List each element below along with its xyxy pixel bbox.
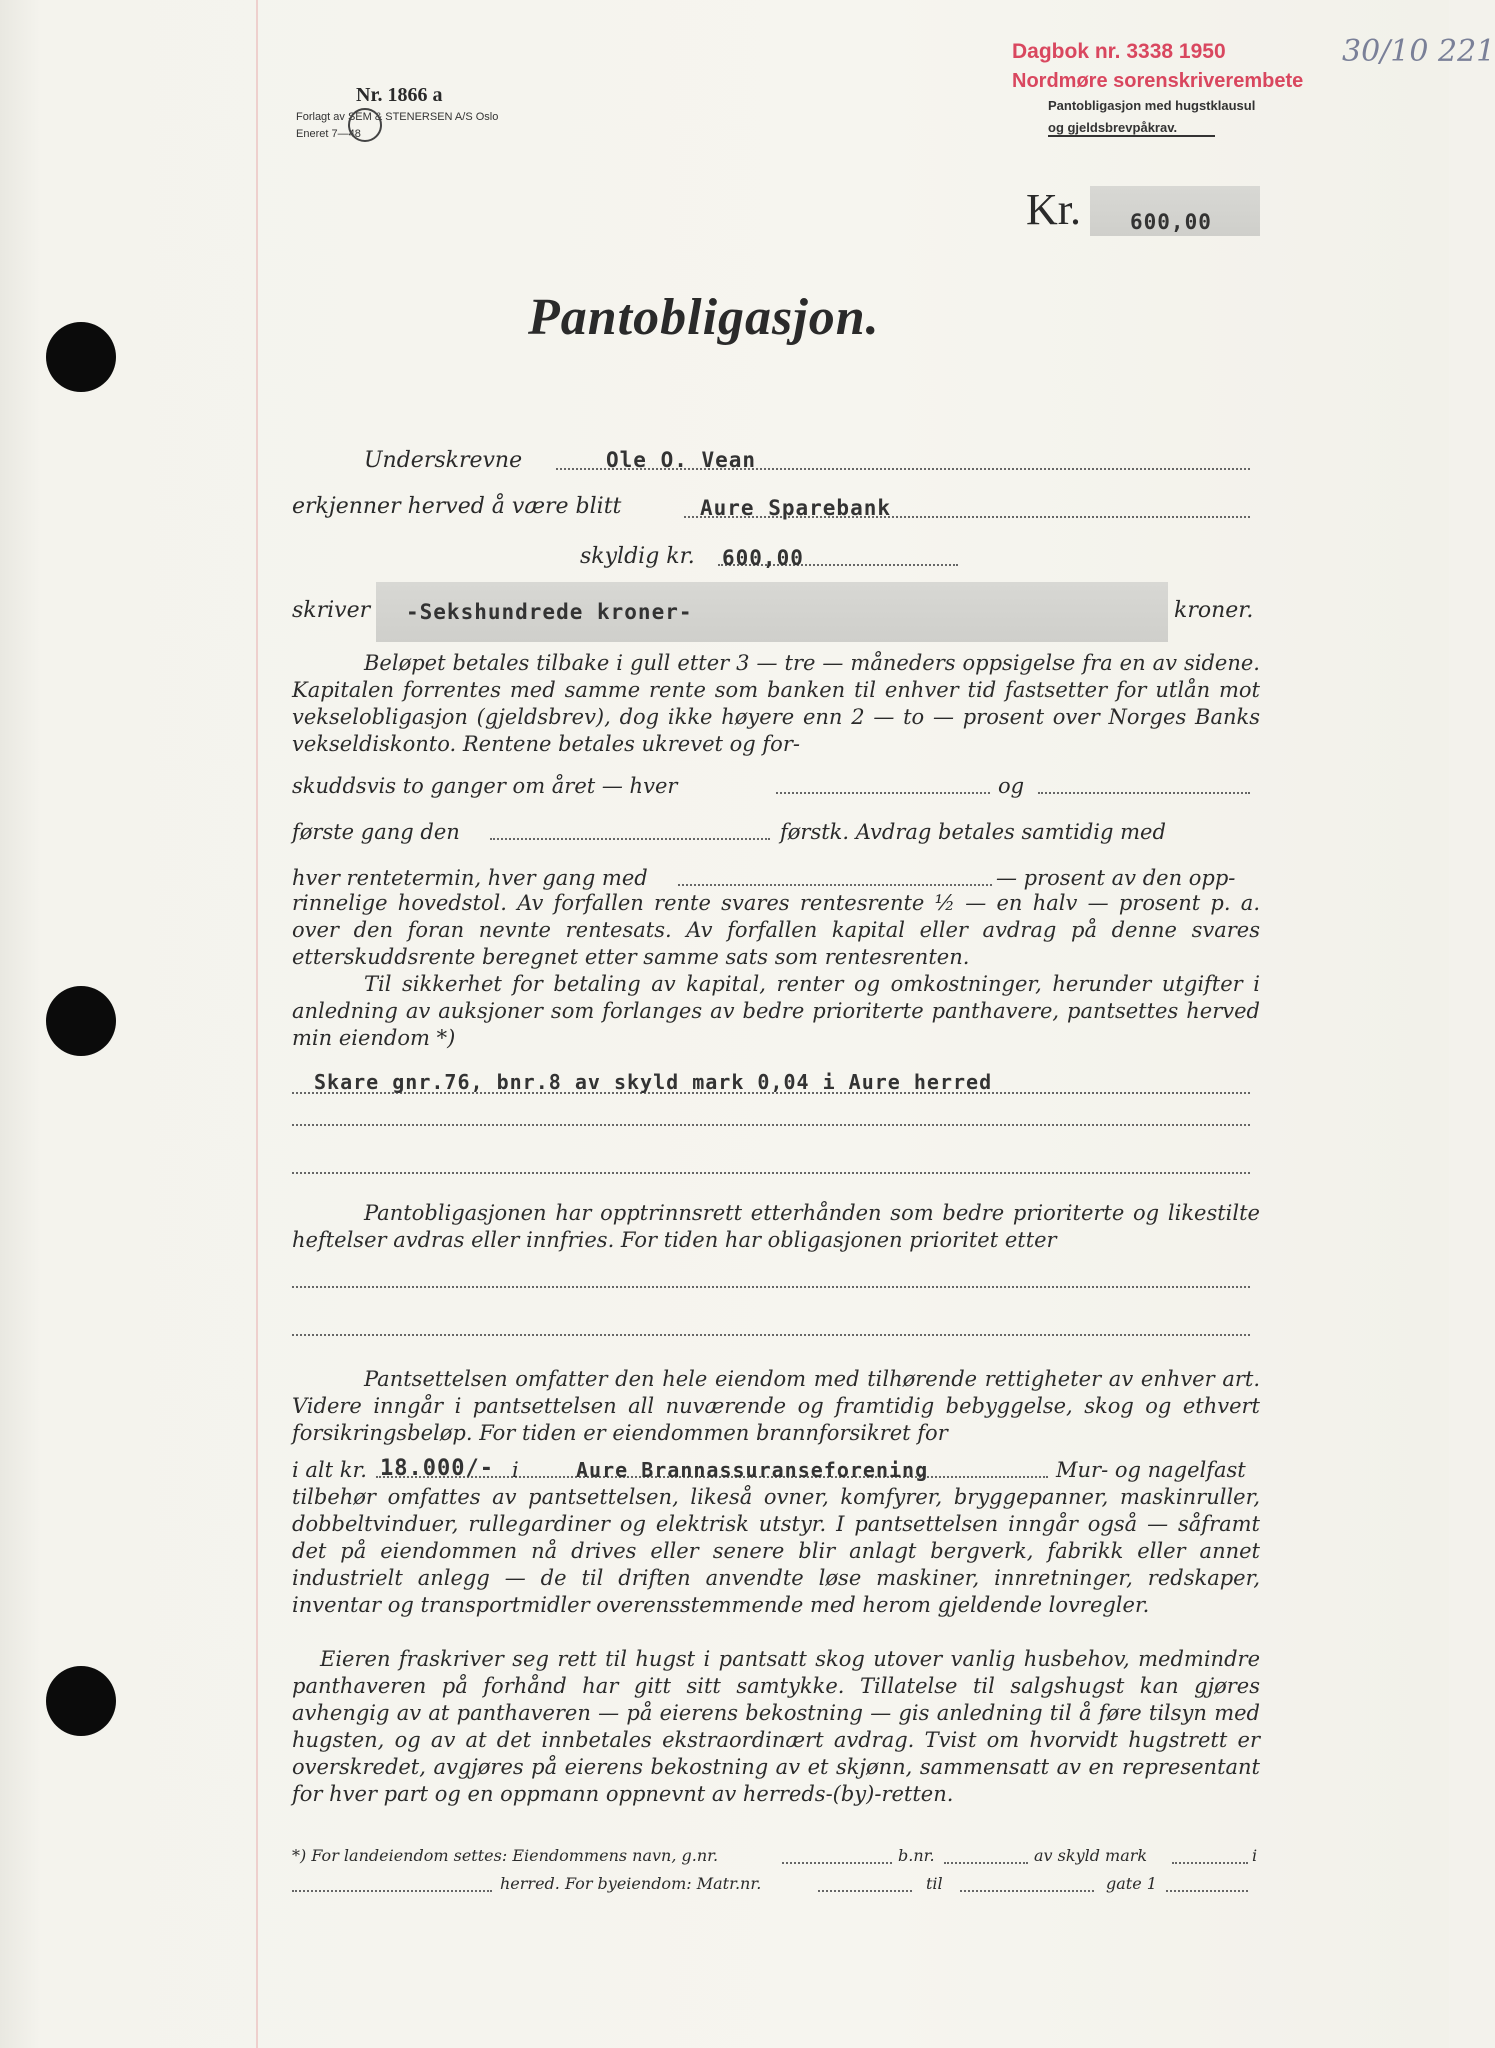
footnote-skyld-dots [1172, 1862, 1248, 1864]
footnote-gate: gate 1 [1106, 1874, 1157, 1893]
words-value: -Sekshundrede kroner- [406, 600, 693, 624]
footnote-line-2: herred. For byeiendom: Matr.nr. [500, 1874, 762, 1893]
priority-paragraph: Pantobligasjonen har opptrinnsrett etterhånden som bedre prioriterte og likestilte heftelser avdras eller innfries. For tiden har obligasjonen prioritet etter [292, 1201, 1260, 1252]
footnote-til: til [926, 1874, 943, 1893]
document-title: Pantobligasjon. [528, 289, 880, 346]
logging-paragraph: Eieren fraskriver seg rett til hugst i pantsatt skog utover vanlig husbehov, medmindre panthaveren på forhånd har gitt sitt samtykke. Tillatelse til salgshugst kan gjøres avhengig av at panthaveren — på eierens bekostning — gis anledning til å føre tilsyn med hugsten, og av at det innbetales ekstraordinært avdrag. Tvist om hvorvidt hugstrett er overskredet, avgjøres på eierens bekostning av et skjønn, sammensatt av en representant for hver part og en oppmann oppnevnt av herreds-(by)-retten. [292, 1647, 1260, 1806]
undersigned-label: Underskrevne [364, 448, 523, 473]
punch-hole-top [46, 322, 116, 392]
coverage-paragraph: Pantsettelsen omfatter den hele eiendom med tilhørende rettigheter av enhver art. Videre inngår i pantsettelsen all nuværende og framtidig bebyggelse, skog og ethvert forsikringsbeløp. For tiden er eiendommen brannforsikret for [292, 1367, 1260, 1445]
installment-text: førstk. Avdrag betales samtidig med [780, 820, 1166, 844]
priority-line-2 [292, 1334, 1250, 1336]
interest-line-1-dots-b [1038, 792, 1250, 794]
amount-value: 600,00 [1130, 210, 1212, 234]
creditor-label: erkjenner herved å være blitt [292, 494, 622, 519]
punch-hole-middle [46, 986, 116, 1056]
security-paragraph: Til sikkerhet for betaling av kapital, renter og omkostninger, herunder utgifter i anledning av auksjoner som forlanges av bedre prioriterte panthavere, pantsettes herved min eiendom *) [292, 972, 1260, 1050]
insurer-value: Aure Brannassuranseforening [576, 1458, 929, 1482]
form-number: Nr. 1866 a [356, 84, 443, 106]
words-label: skriver [292, 598, 371, 623]
first-date-label: første gang den [292, 820, 460, 844]
property-value: Skare gnr.76, bnr.8 av skyld mark 0,04 i Aure herred [314, 1070, 993, 1094]
undersigned-value: Ole O. Vean [606, 448, 757, 472]
footnote-bnr: b.nr. [898, 1846, 935, 1865]
insurance-i: i [512, 1458, 519, 1482]
amount-prefix: Kr. [1026, 185, 1081, 234]
insurance-amount: 18.000/- [380, 1456, 494, 1481]
footnote-matr-dots [818, 1890, 912, 1892]
footnote-til-dots [960, 1890, 1094, 1892]
footnote-gnr-dots [782, 1862, 892, 1864]
property-line-2 [292, 1124, 1250, 1126]
form-type-2: og gjeldsbrevpåkrav. [1048, 120, 1215, 137]
owed-value: 600,00 [722, 546, 804, 570]
footnote-line-1: *) For landeiendom settes: Eiendommens navn, g.nr. [292, 1846, 719, 1865]
insurance-suffix: Mur- og nagelfast [1056, 1458, 1246, 1482]
interest-line-1-text: skuddsvis to ganger om året — hver [292, 774, 678, 798]
handwritten-reference: 30/10 221 [1342, 34, 1495, 69]
margin-rule [256, 0, 258, 2048]
diary-stamp: Dagbok nr. 3338 1950 [1012, 40, 1226, 63]
footnote-skyld: av skyld mark [1034, 1846, 1148, 1865]
installment-percent-suffix: — prosent av den opp- [996, 866, 1236, 890]
footnote-herred-dots [292, 1890, 492, 1892]
first-date-dots [490, 838, 770, 840]
footnote-i: i [1252, 1846, 1258, 1865]
owed-label: skyldig kr. [580, 544, 695, 569]
footnote-gate-dots [1166, 1890, 1248, 1892]
court-stamp: Nordmøre sorenskriverembete [1012, 70, 1304, 92]
words-suffix: kroner. [1174, 598, 1254, 623]
creditor-value: Aure Sparebank [700, 496, 892, 520]
punch-hole-bottom [46, 1666, 116, 1736]
repayment-paragraph: Beløpet betales tilbake i gull etter 3 — tre — måneders oppsigelse fra en av sidene. Kapitalen forrentes med samme rente som banken til enhver tid fastsetter for utlån mot vekselobligasjon (gjeldsbrev), dog ikke høyere enn 2 — to — prosent over Norges Banks vekseldiskonto. Rentene betales ukrevet og for- [292, 651, 1260, 756]
publisher-line-2: Eneret 7—48 [296, 128, 361, 140]
footnote-bnr-dots [944, 1862, 1028, 1864]
priority-line-1 [292, 1286, 1250, 1288]
publisher-logo-icon [348, 108, 382, 142]
property-line-3 [292, 1172, 1250, 1174]
interest-line-1-dots-a [776, 792, 990, 794]
accessories-paragraph: tilbehør omfattes av pantsettelsen, likeså ovner, komfyrer, bryggepanner, maskinruller, dobbeltvinduer, rullegardiner og elektrisk utstyr. I pantsettelsen inngår også — såframt det på eiendommen nå drives eller senere blir anlagt bergverk, fabrikk eller annet industrielt anlegg — de til driften anvendte løse maskiner, innretninger, redskaper, inventar og transportmidler overensstemmende med herom gjeldende lovregler. [292, 1485, 1260, 1617]
installment-percent-dots [678, 884, 992, 886]
installment-percent-label: hver rentetermin, hver gang med [292, 866, 648, 890]
interest-line-1-and: og [998, 774, 1025, 798]
form-type-1: Pantobligasjon med hugstklausul [1048, 98, 1256, 113]
insurance-prefix: i alt kr. [292, 1458, 367, 1482]
penalty-interest-paragraph: rinnelige hovedstol. Av forfallen rente svares rentesrente ½ — en halv — prosent p. a. over den foran nevnte rentesats. Av forfallen kapital eller avdrag på denne svares etterskuddsrente beregnet etter samme sats som rentesrenten. [292, 891, 1260, 969]
publisher-line: Forlagt av SEM & STENERSEN A/S Oslo [296, 111, 499, 123]
